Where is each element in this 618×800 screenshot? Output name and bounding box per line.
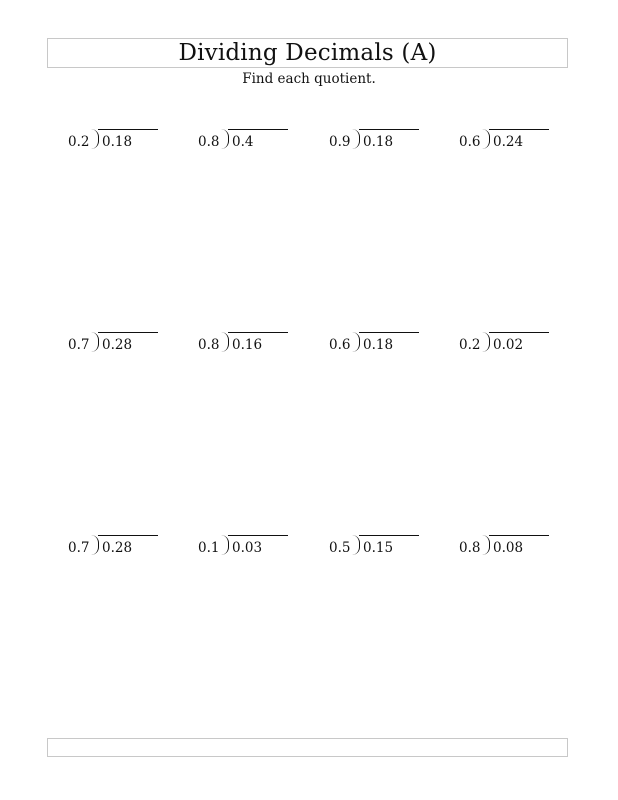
division-problem (459, 333, 569, 355)
division-bar (489, 332, 549, 333)
division-bracket (91, 129, 99, 149)
division-bracket (482, 332, 490, 352)
dividend: 0.18 (102, 134, 133, 150)
division-bracket (352, 129, 360, 149)
footer-box (47, 738, 568, 757)
division-bracket (221, 129, 229, 149)
division-problem (459, 130, 569, 152)
division-bar (98, 129, 158, 130)
division-bracket (221, 535, 229, 555)
division-problem (198, 130, 308, 152)
division-bracket (91, 535, 99, 555)
divisor: 0.6 (459, 134, 481, 150)
division-problem (329, 536, 439, 558)
division-bracket (482, 129, 490, 149)
dividend: 0.18 (363, 134, 394, 150)
division-bracket (91, 332, 99, 352)
worksheet-instructions: Find each quotient. (242, 71, 376, 87)
dividend: 0.02 (493, 337, 524, 353)
divisor: 0.7 (68, 337, 90, 353)
division-problem (68, 130, 178, 152)
dividend: 0.24 (493, 134, 524, 150)
division-problem (329, 333, 439, 355)
divisor: 0.2 (459, 337, 481, 353)
division-bar (489, 129, 549, 130)
dividend: 0.28 (102, 540, 133, 556)
divisor: 0.5 (329, 540, 351, 556)
division-bar (228, 129, 288, 130)
dividend: 0.03 (232, 540, 263, 556)
divisor: 0.8 (198, 337, 220, 353)
divisor: 0.8 (198, 134, 220, 150)
division-bracket (482, 535, 490, 555)
division-bar (359, 129, 419, 130)
worksheet-title: Dividing Decimals (A) (178, 40, 437, 66)
dividend: 0.28 (102, 337, 133, 353)
division-bar (98, 535, 158, 536)
division-problem (459, 536, 569, 558)
division-bar (98, 332, 158, 333)
division-problem (329, 130, 439, 152)
division-bar (228, 332, 288, 333)
divisor: 0.2 (68, 134, 90, 150)
division-problem (198, 536, 308, 558)
divisor: 0.1 (198, 540, 220, 556)
divisor: 0.7 (68, 540, 90, 556)
division-bar (489, 535, 549, 536)
division-bar (359, 535, 419, 536)
division-bracket (352, 332, 360, 352)
dividend: 0.16 (232, 337, 263, 353)
division-bar (359, 332, 419, 333)
dividend: 0.4 (232, 134, 254, 150)
division-bar (228, 535, 288, 536)
dividend: 0.18 (363, 337, 394, 353)
division-problem (198, 333, 308, 355)
divisor: 0.8 (459, 540, 481, 556)
dividend: 0.08 (493, 540, 524, 556)
divisor: 0.6 (329, 337, 351, 353)
dividend: 0.15 (363, 540, 394, 556)
division-problem (68, 333, 178, 355)
division-bracket (221, 332, 229, 352)
division-problem (68, 536, 178, 558)
divisor: 0.9 (329, 134, 351, 150)
division-bracket (352, 535, 360, 555)
